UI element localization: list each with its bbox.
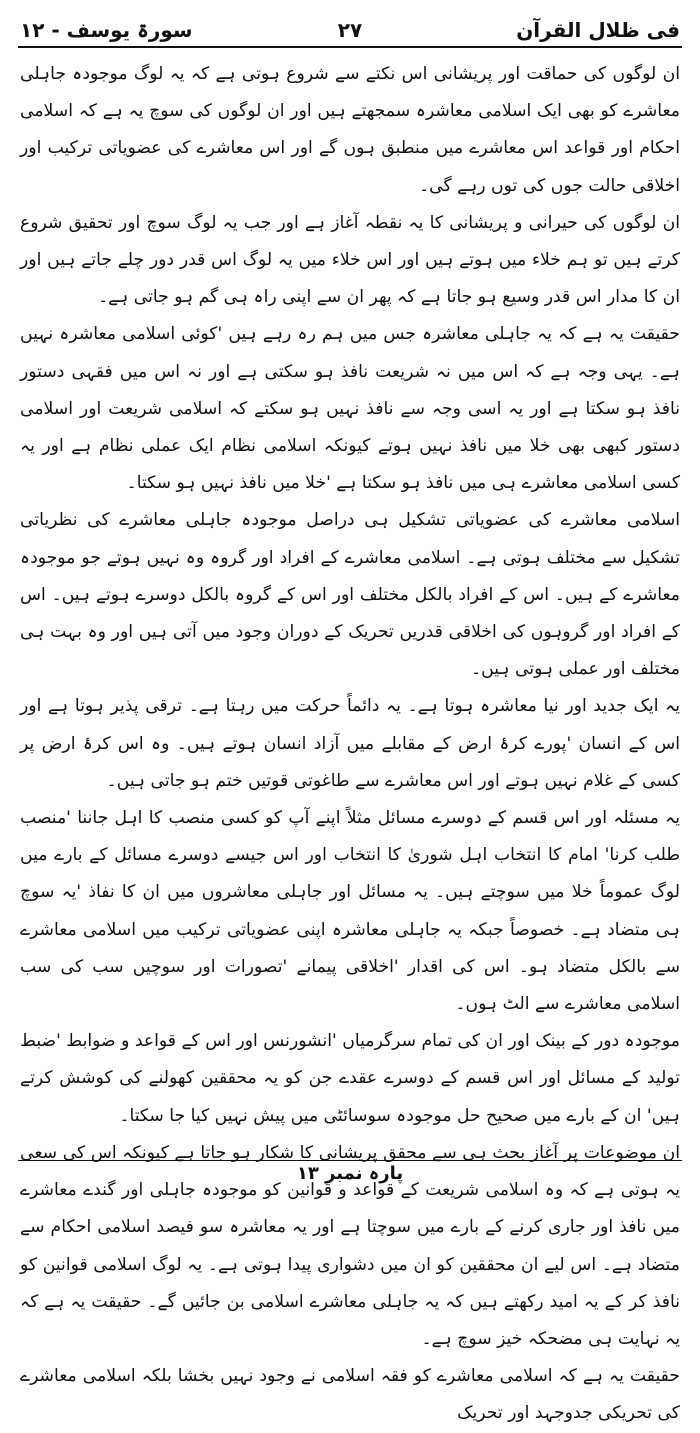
paragraph: اسلامی معاشرے کی عضویاتی تشکیل ہی دراصل موجودہ جاہلی معاشرے کی نظریاتی تشکیل سے مختلف ہوتی ہے۔ اسلامی معاشرے کے افراد اور گروہ وہ نہیں ہوتے جو موجودہ معاشرے کے ہیں۔ اس کے افراد بالکل مختلف اور اس کے گروہ بالکل دوسرے ہوتے ہیں۔ اس کے افراد اور گروہوں کی اخلاقی قدریں تحریک کے دوران وجود میں آتی ہیں اور وہ بہت ہی مختلف اور عملی ہوتی ہیں۔ bbox=[20, 510, 680, 680]
book-title: فی ظلال القرآن bbox=[516, 18, 680, 42]
page-header bbox=[20, 14, 680, 48]
paragraph: حقیقت یہ ہے کہ یہ جاہلی معاشرہ جس میں ہم رہ رہے ہیں 'کوئی اسلامی معاشرہ نہیں ہے۔ یہی وجہ ہے کہ اس میں نہ شریعت نافذ ہو سکتی ہے اور نہ اس میں فقہی دستور نافذ ہو سکتا ہے اور یہ اسی وجہ سے نافذ نہیں ہو سکتے کہ اسلامی شریعت اور اسلامی دستور کبھی بھی خلا میں نافذ نہیں ہوتے کیونکہ اسلامی نظام ایک عملی نظام ہے اور یہ کسی اسلامی معاشرے ہی میں نافذ ہو سکتا ہے 'خلا میں نافذ نہیں ہو سکتا۔ bbox=[20, 324, 680, 494]
paragraph: ان لوگوں کی حماقت اور پریشانی اس نکتے سے شروع ہوتی ہے کہ یہ لوگ موجودہ جاہلی معاشرے کو بھی ایک اسلامی معاشرہ سمجھتے ہیں اور ان لوگوں کی سوچ یہ ہے کہ اسلامی احکام اور قواعد اس معاشرے میں منطبق ہوں گے اور اس معاشرے کی عضویاتی ترکیب اور اخلاقی حالت جوں کی توں رہے گی۔ bbox=[20, 64, 680, 196]
page-number: ۲۷ bbox=[337, 18, 363, 42]
paragraph: یہ مسئلہ اور اس قسم کے دوسرے مسائل مثلاً اپنے آپ کو کسی منصب کا اہل جاننا 'منصب طلب کرنا' امام کا انتخاب اہل شوریٰ کا انتخاب اور اس جیسے دوسرے مسائل کے بارے میں لوگ عموماً خلا میں سوچتے ہیں۔ یہ مسائل اور جاہلی معاشروں میں ان کا نفاذ 'یہ سوچ ہی متضاد ہے۔ خصوصاً جبکہ یہ جاہلی معاشرہ اپنی عضویاتی ترکیب میں اسلامی معاشرے سے بالکل متضاد ہو۔ اس کی اقدار 'اخلاقی پیمانے 'تصورات اور سوچیں سب کی سب اسلامی معاشرے سے الٹ ہوں۔ bbox=[20, 808, 680, 1015]
paragraph: حقیقت یہ ہے کہ اسلامی معاشرے کو فقہ اسلامی نے وجود نہیں بخشا بلکہ اسلامی معاشرے کی تحریکی جدوجہد اور تحریک bbox=[20, 1366, 680, 1424]
header-divider bbox=[18, 46, 682, 48]
surah-label: سورۃ یوسف - ۱۲ bbox=[20, 18, 193, 42]
para-label: پارہ نمبر ۱۳ bbox=[296, 1163, 404, 1184]
footer-divider bbox=[18, 1160, 682, 1161]
paragraph: ان موضوعات پر آغاز بحث ہی سے محقق پریشانی کا شکار ہو جاتا ہے کیونکہ اس کی سعی یہ ہوتی ہے کہ وہ اسلامی شریعت کے قواعد و قوانین کو موجودہ جاہلی اور گندے معاشرے میں نافذ اور جاری کرنے کے بارے میں سوچتا ہے اور یہ معاشرہ سو فیصد اسلامی احکام سے متضاد ہے۔ اس لیے ان محققین کو ان میں دشواری پیدا ہوتی ہے۔ یہ لوگ اسلامی قوانین کو نافذ کر کے یہ امید رکھتے ہیں کہ یہ جاہلی معاشرے اسلامی بن جائیں گے۔ حقیقت یہ ہے کہ یہ نہایت ہی مضحکہ خیز سوچ ہے۔ bbox=[20, 1142, 680, 1349]
paragraph: موجودہ دور کے بینک اور ان کی تمام سرگرمیاں 'انشورنس اور اس کے قواعد و ضوابط 'ضبط تولید کے مسائل اور اس قسم کے دوسرے عقدے جن کو یہ محققین کھولنے کی کوشش کرتے ہیں' ان کے بارے میں صحیح حل موجودہ سوسائٹی میں پیش نہیں کیا جا سکتا۔ bbox=[20, 1031, 680, 1126]
paragraph: یہ ایک جدید اور نیا معاشرہ ہوتا ہے۔ یہ دائماً حرکت میں رہتا ہے۔ ترقی پذیر ہوتا ہے اور اس کے انسان 'پورے کرۂ ارض کے مقابلے میں آزاد انسان ہوتے ہیں۔ وہ اس کرۂ ارض پر کسی کے غلام نہیں ہوتے اور اس معاشرے سے طاغوتی قوتیں ختم ہو جاتی ہیں۔ bbox=[20, 696, 680, 791]
paragraph: ان لوگوں کی حیرانی و پریشانی کا یہ نقطہ آغاز ہے اور جب یہ لوگ سوچ اور تحقیق شروع کرتے ہیں تو ہم خلاء میں ہوتے ہیں اور اس خلاء میں یہ لوگ اس قدر دور چلے جاتے ہیں اور ان کا مدار اس قدر وسیع ہو جاتا ہے کہ پھر ان سے اپنی راہ ہی گم ہو جاتی ہے۔ bbox=[20, 212, 680, 308]
